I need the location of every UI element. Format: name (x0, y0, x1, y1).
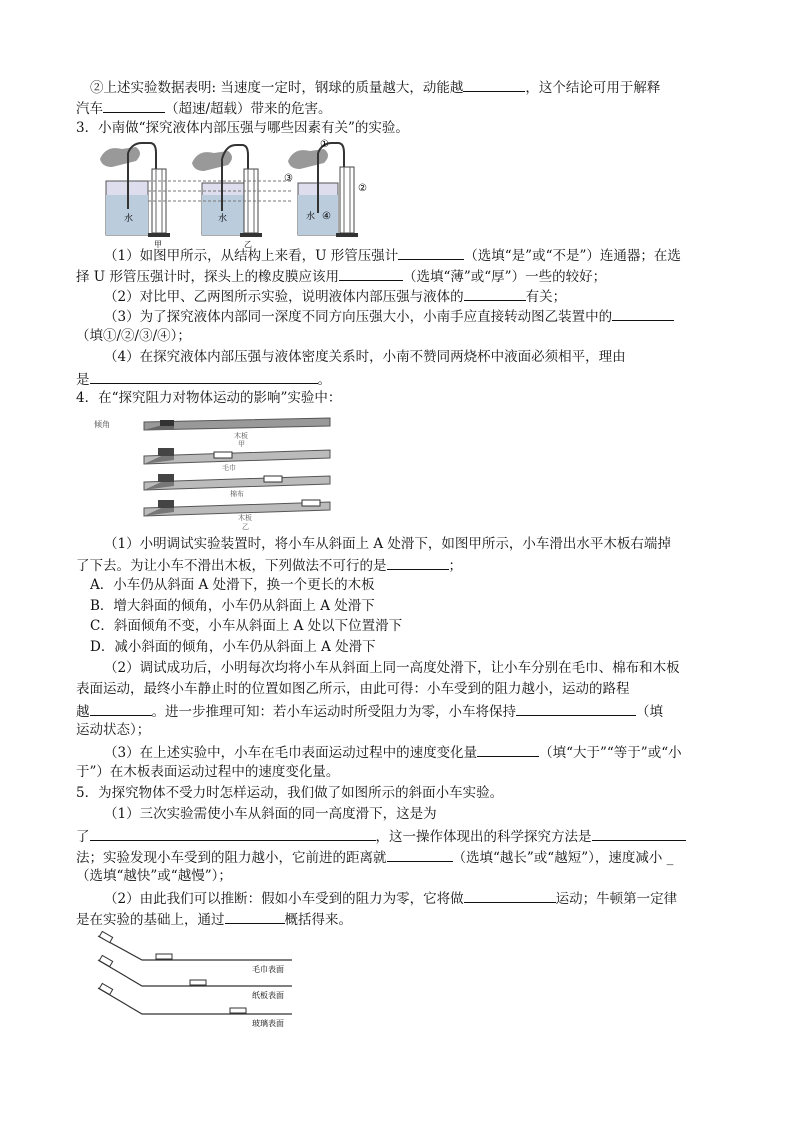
cart (156, 954, 172, 959)
q4-p2-line4: 运动状态）； (76, 722, 151, 738)
q5-p1-line1: （1）三次实验需使小车从斜面的同一高度滑下，这是为 (104, 806, 437, 822)
marker-3: ③ (284, 173, 293, 184)
answer-blank[interactable] (463, 77, 525, 92)
water-label: 水 (124, 214, 134, 224)
option-c[interactable]: C．斜面倾角不变，小车从斜面上 A 处以下位置滑下 (90, 618, 403, 634)
svg-text:木板: 木板 (238, 514, 252, 522)
q4-p1-line1: （1）小明调试实验装置时，将小车从斜面上 A 处滑下，如图甲所示，小车滑出水平木板右端掉 (104, 536, 671, 552)
incline-surfaces-figure (92, 930, 312, 1030)
answer-blank[interactable] (225, 909, 285, 924)
cart (230, 1008, 246, 1013)
answer-blank[interactable] (612, 306, 674, 321)
q5-p2-line2: 是在实验的基础上，通过 概括得来。 (76, 909, 352, 929)
hand-icon (192, 151, 232, 171)
svg-text:乙: 乙 (242, 523, 249, 531)
svg-text:木板: 木板 (234, 432, 248, 440)
option-b[interactable]: B．增大斜面的倾角，小车仍从斜面上 A 处滑下 (90, 598, 375, 614)
cart (214, 452, 232, 458)
label-yi: 乙 (244, 240, 252, 249)
surface-label-cardboard: 纸板表面 (252, 991, 284, 1000)
answer-blank[interactable] (387, 847, 453, 862)
hand-icon (100, 147, 140, 167)
svg-text:毛巾: 毛巾 (222, 464, 236, 472)
marker-2: ② (358, 183, 367, 194)
q3-title: 3．小南做“探究液体内部压强与哪些因素有关”的实验。 (76, 120, 409, 136)
u-tube (340, 167, 354, 233)
answer-blank[interactable] (516, 701, 636, 716)
answer-blank[interactable] (477, 742, 539, 757)
marker-1: ① (320, 139, 329, 150)
q5-p1-line2: 了 ，这一操作体现出的科学探究方法是 (76, 826, 686, 846)
q2-line2: 汽车 （超速/超载）带来的危害。 (76, 98, 332, 118)
answer-blank[interactable] (592, 826, 686, 841)
answer-blank[interactable] (464, 888, 556, 903)
option-a[interactable]: A．小车仍从斜面 A 处滑下，换一个更长的木板 (90, 577, 375, 593)
friction-experiment-figure (94, 412, 334, 532)
water-label: 水 (306, 212, 316, 222)
q5-p1-line3: 法；实验发现小车受到的阻力越小，它前进的距离就 （选填“越长”或“越短”），速度减小 _ (76, 847, 673, 867)
cart (158, 448, 174, 456)
cart (190, 980, 206, 985)
cart (99, 955, 112, 966)
answer-blank[interactable] (103, 98, 165, 113)
label-jia: 甲 (154, 240, 162, 249)
cart (158, 474, 174, 482)
answer-blank[interactable] (339, 266, 403, 281)
q3-p3-line1: （3）为了探究液体内部同一深度不同方向压强大小，小南手应直接转动图乙装置中的 (104, 306, 674, 326)
q5-p2-line1: （2）由此我们可以推断：假如小车受到的阻力为零，它将做 运动；牛顿第一定律 (104, 888, 677, 908)
surface-label-towel: 毛巾表面 (252, 965, 284, 974)
q4-p3-line1: （3）在上述实验中，小车在毛巾表面运动过程中的速度变化量 （填“大于”“等于”或“小 (104, 742, 682, 762)
cart (264, 476, 282, 482)
q4-title: 4．在“探究阻力对物体运动的影响”实验中： (76, 390, 342, 406)
answer-blank[interactable] (398, 245, 464, 260)
q3-p4-line1: （4）在探究液体内部压强与液体密度关系时，小南不赞同两烧杯中液面必须相平，理由 (104, 349, 626, 365)
q2-line1: ②上述实验数据表明: 当速度一定时，钢球的质量越大，动能越 ，这个结论可用于解释 (90, 77, 660, 97)
q4-p2-line3: 越 。进一步推理可知：若小车运动时所受阻力为零，小车将保持 （填 (76, 701, 663, 721)
answer-blank[interactable] (90, 701, 152, 716)
svg-text:甲: 甲 (238, 440, 245, 448)
answer-blank[interactable] (387, 555, 449, 570)
q3-p4-line2: 是 。 (76, 369, 331, 389)
marker-4: ④ (322, 211, 331, 222)
answer-blank[interactable] (464, 286, 526, 301)
label-qingjiao: 倾角 (94, 420, 110, 429)
cart (99, 931, 112, 942)
answer-blank[interactable] (90, 369, 318, 384)
hand-icon (288, 149, 328, 169)
option-d[interactable]: D．减小斜面的倾角，小车仍从斜面上 A 处滑下 (90, 639, 376, 655)
cart (302, 500, 320, 506)
q4-p2-line1: （2）调试成功后，小明每次均将小车从斜面上同一高度处滑下，让小车分别在毛巾、棉布和木板 (104, 660, 680, 676)
q5-title: 5．为探究物体不受力时怎样运动，我们做了如图所示的斜面小车实验。 (76, 785, 504, 801)
q3-p3-line2: （填①/②/③/④）； (76, 328, 191, 344)
svg-text:棉布: 棉布 (230, 490, 244, 498)
q3-p2: （2）对比甲、乙两图所示实验，说明液体内部压强与液体的 有关； (104, 286, 566, 306)
surface-label-glass: 玻璃表面 (252, 1019, 284, 1028)
q5-p1-line4: （选填“越快”或“越慢”）； (76, 868, 232, 884)
cart (99, 983, 112, 994)
q4-p2-line2: 表面运动，最终小车静止时的位置如图乙所示，由此可得：小车受到的阻力越小，运动的路程 (76, 681, 630, 697)
q4-p3-line2: 于”）在木板表面运动过程中的速度变化量。 (76, 764, 340, 780)
q3-p1-line2: 择 U 形管压强计时，探头上的橡皮膜应该用 （选填“薄”或“厚”）一些的较好； (76, 266, 606, 286)
cart (158, 500, 174, 508)
q3-p1-line1: （1）如图甲所示，从结构上来看，U 形管压强计 （选填“是”或“不是”）连通器；在选 (104, 245, 681, 265)
cart (160, 420, 174, 426)
answer-blank[interactable] (90, 826, 376, 841)
pressure-gauge-figure (92, 139, 372, 249)
water-label: 水 (218, 214, 228, 224)
q4-p1-line2: 了下去。为让小车不滑出木板，下列做法不可行的是 ； (76, 555, 462, 575)
